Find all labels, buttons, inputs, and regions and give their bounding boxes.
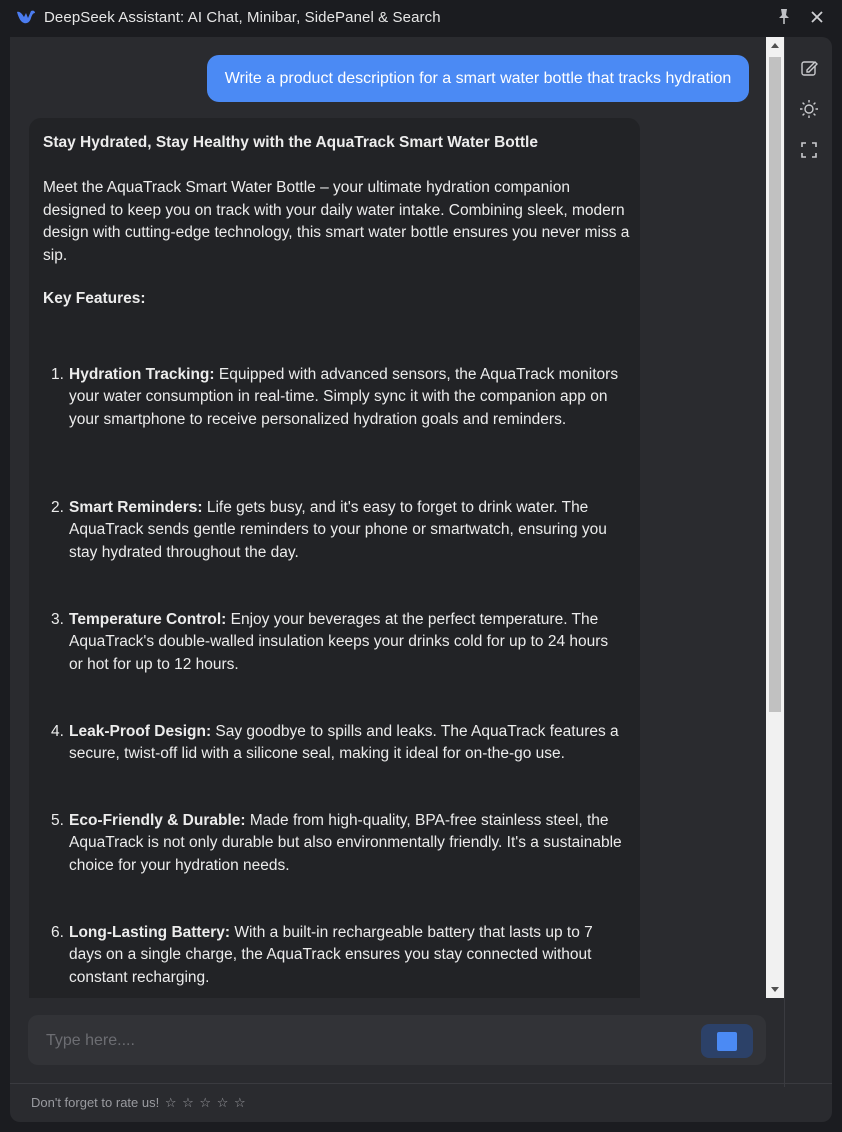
feature-item [51, 922, 626, 989]
sidebar-divider [784, 37, 785, 1087]
feature-number: 2. [51, 499, 64, 516]
pin-icon[interactable] [776, 8, 792, 26]
footer-divider [10, 1083, 832, 1084]
rating-star-5[interactable]: ☆ [233, 1095, 246, 1110]
user-message-text: Write a product description for a smart water bottle that tracks hydration [224, 70, 732, 87]
feature-item [51, 810, 626, 877]
assistant-intro: Meet the AquaTrack Smart Water Bottle – your ultimate hydration companion designed to keep you on track with your daily water intake. Combining sleek, modern design with cutting-edge technology, this smart water bottle ensures you never miss a sip. [43, 179, 630, 264]
feature-title: Leak-Proof Design: [69, 723, 212, 740]
feature-text: Equipped with advanced sensors, the AquaTrack monitors your water consumption in real-time. Simply sync it with the companion app on your smartphone to receive personalized hydration goals and reminders. [69, 366, 619, 428]
title-bar [0, 0, 842, 36]
feature-text: Say goodbye to spills and leaks. The AquaTrack features a secure, twist-off lid with a silicone seal, making it ideal for on-the-go use. [69, 723, 619, 763]
window-title: DeepSeek Assistant: AI Chat, Minibar, SidePanel & Search [44, 9, 441, 26]
scroll-up-arrow-icon[interactable] [766, 37, 784, 55]
message-input-container [28, 1015, 766, 1065]
theme-toggle-icon[interactable] [798, 98, 820, 120]
chat-scrollbar[interactable] [766, 37, 784, 998]
feature-text: Life gets busy, and it's easy to forget to drink water. The AquaTrack sends gentle reminders to your phone or smartwatch, ensuring you stay hydrated throughout the day. [69, 499, 607, 561]
feature-title: Eco-Friendly & Durable: [69, 812, 246, 829]
user-message-bubble [207, 55, 749, 102]
feature-text: With a built-in rechargeable battery that lasts up to 7 days on a single charge, the AquaTrack ensures you stay connected without constant recharging. [69, 924, 593, 986]
scrollbar-thumb[interactable] [769, 57, 781, 712]
rating-star-3[interactable]: ☆ [199, 1095, 212, 1110]
feature-title: Temperature Control: [69, 611, 227, 628]
fullscreen-icon[interactable] [798, 139, 820, 161]
send-icon [717, 1032, 737, 1051]
feature-number: 1. [51, 366, 64, 383]
deepseek-logo-icon [16, 9, 36, 26]
new-chat-icon[interactable] [798, 57, 820, 79]
feature-item [51, 497, 626, 564]
key-features-label: Key Features: [43, 290, 146, 307]
feature-title: Hydration Tracking: [69, 366, 215, 383]
rating-star-4[interactable]: ☆ [216, 1095, 229, 1110]
feature-item [51, 364, 626, 431]
feature-number: 6. [51, 924, 64, 941]
close-icon[interactable] [808, 8, 826, 26]
rating-star-2[interactable]: ☆ [182, 1095, 194, 1110]
rate-us-text: Don't forget to rate us! [31, 1095, 160, 1110]
feature-title: Long-Lasting Battery: [69, 924, 231, 941]
feature-number: 4. [51, 723, 64, 740]
message-input[interactable] [44, 1015, 688, 1067]
feature-text: Enjoy your beverages at the perfect temperature. The AquaTrack's double-walled insulation keeps your drinks cold for up to 24 hours or hot for up to 12 hours. [69, 611, 609, 673]
send-button[interactable] [701, 1024, 753, 1058]
feature-title: Smart Reminders: [69, 499, 203, 516]
rating-footer [31, 1095, 246, 1111]
feature-item [51, 721, 626, 766]
feature-item [51, 609, 626, 676]
feature-number: 3. [51, 611, 64, 628]
feature-number: 5. [51, 812, 64, 829]
assistant-heading: Stay Hydrated, Stay Healthy with the AquaTrack Smart Water Bottle [43, 134, 538, 151]
rating-star-1[interactable]: ☆ [164, 1095, 177, 1110]
scroll-down-arrow-icon[interactable] [766, 980, 784, 998]
feature-text: Made from high-quality, BPA-free stainless steel, the AquaTrack is not only durable but also environmentally friendly. It's a sustainable choice for your hydration needs. [69, 812, 622, 874]
